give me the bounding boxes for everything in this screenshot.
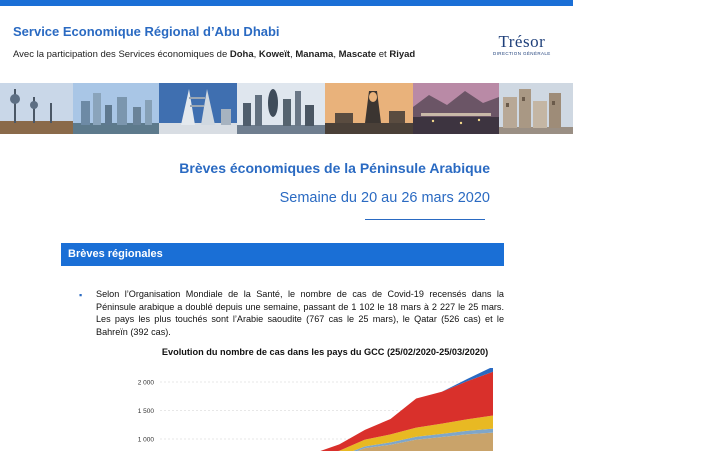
week-subtitle: Semaine du 20 au 26 mars 2020 xyxy=(279,190,490,206)
y-tick-label: 2 000 xyxy=(137,379,154,387)
city-riyad: Riyad xyxy=(389,49,416,60)
section-header-label: Brèves régionales xyxy=(68,248,163,260)
logo-wordmark: Trésor xyxy=(498,32,546,51)
covid-cases-chart xyxy=(120,368,510,451)
riyadh-kingdom-tower-photo xyxy=(325,83,413,134)
y-tick-label: 1 500 xyxy=(137,408,154,415)
city-koweit: Koweït xyxy=(258,49,291,60)
abu-dhabi-skyline-photo xyxy=(73,83,159,134)
service-title: Service Economique Régional d’Abu Dhabi xyxy=(13,24,280,39)
city-mascate: Mascate xyxy=(338,49,377,60)
city-doha: Doha xyxy=(229,49,254,60)
tresor-logo xyxy=(493,33,551,56)
logo-subline: DIRECTION GÉNÉRALE xyxy=(493,51,551,56)
muscat-harbour-photo xyxy=(413,83,499,134)
kuwait-towers-photo xyxy=(0,83,73,134)
newsletter-title: Brèves économiques de la Péninsule Arabique xyxy=(179,160,490,176)
city-photo-strip xyxy=(0,83,573,134)
top-accent-bar xyxy=(0,0,573,6)
chart-title: Evolution du nombre de cas dans les pays du GCC (25/02/2020-25/03/2020) xyxy=(161,347,489,357)
y-tick-label: 1 000 xyxy=(137,436,154,444)
city-manama: Manama xyxy=(295,49,334,60)
old-town-photo xyxy=(499,83,573,134)
title-divider xyxy=(365,219,485,220)
covid-paragraph: Selon l’Organisation Mondiale de la Santé, le nombre de cas de Covid-19 recensés dans la Péninsule arabique a doublé depuis une semaine, passant de 1 102 le 18 mars à 2 227 le 25 mars. Les pays les plus touchés sont l’Arabie saoudite (767 cas le 25 mars), le Qatar (526 cas) et le Bahreïn (392 cas). xyxy=(96,289,504,337)
doha-skyline-photo xyxy=(237,83,325,134)
section-header-band xyxy=(61,243,504,266)
service-subtitle: Avec la participation des Services économiques de Doha, Koweït, Manama, Mascate et Riyad xyxy=(13,49,416,60)
bahrain-wtc-photo xyxy=(159,83,237,134)
bullet-marker: ▪ xyxy=(79,290,83,300)
subtitle-prefix: Avec la participation des Services économiques de xyxy=(13,49,230,60)
